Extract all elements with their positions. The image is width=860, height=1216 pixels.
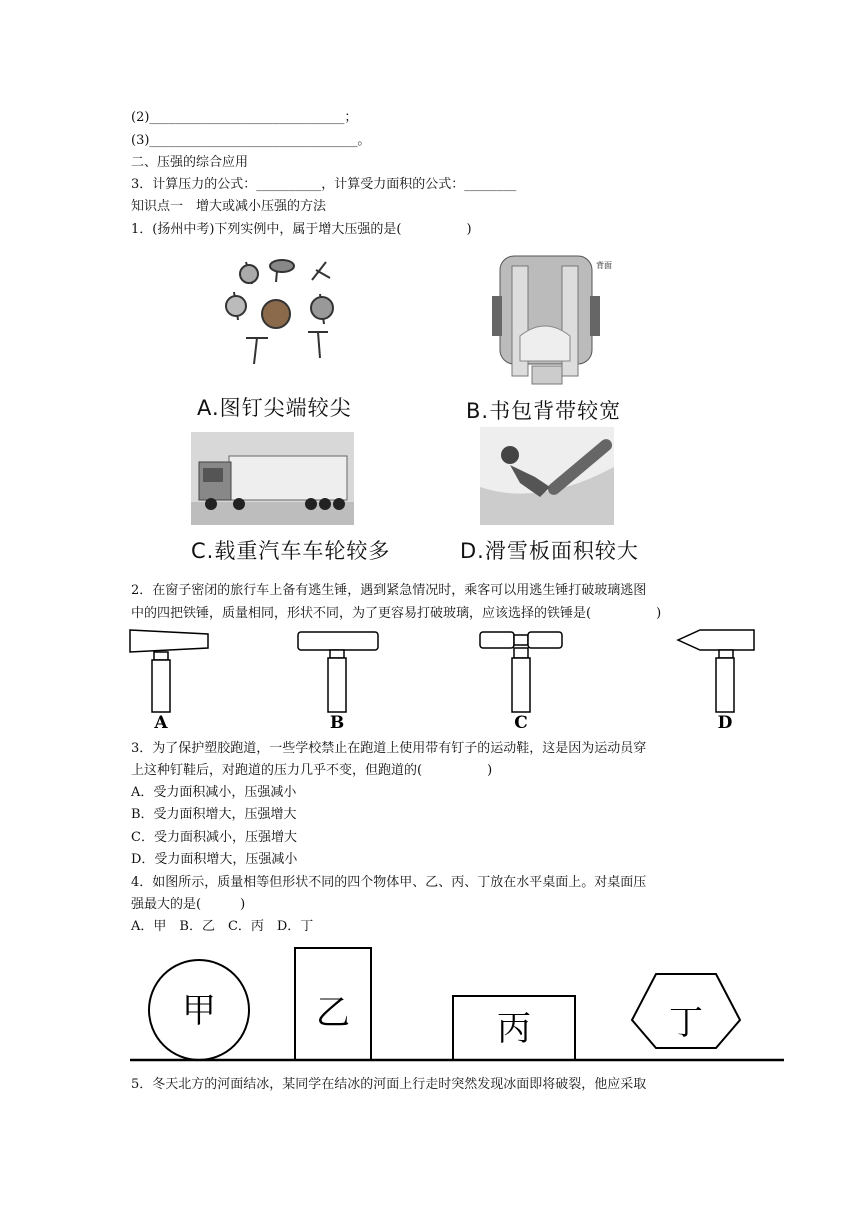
- section-heading: 二、压强的综合应用: [131, 155, 249, 170]
- hammer-label-a: A: [154, 713, 168, 732]
- question-4-line-2: 强最大的是( ): [131, 897, 246, 912]
- backpack-image: [490, 246, 605, 388]
- option-a-caption: A.图钉尖端较尖: [197, 396, 352, 420]
- question-4-options: A．甲 B．乙 C．丙 D．丁: [131, 919, 314, 934]
- question-4-line-1: 4．如图所示，质量相等但形状不同的四个物体甲、乙、丙、丁放在水平桌面上。对桌面压: [131, 875, 647, 890]
- question-2-line-1: 2．在窗子密闭的旅行车上备有逃生锤，遇到紧急情况时，乘客可以用逃生锤打破玻璃逃图: [131, 583, 647, 598]
- shape-label-jia: 甲: [182, 991, 216, 1031]
- question-5-line-1: 5．冬天北方的河面结冰，某同学在结冰的河面上行走时突然发现冰面即将破裂，他应采取: [131, 1077, 647, 1092]
- option-d-caption: D.滑雪板面积较大: [460, 539, 639, 563]
- option-c-caption: C.载重汽车车轮较多: [191, 539, 391, 563]
- question-3-line-1: 3．为了保护塑胶跑道，一些学校禁止在跑道上使用带有钉子的运动鞋，这是因为运动员穿: [131, 741, 647, 756]
- shape-label-ding: 丁: [669, 1003, 703, 1043]
- question-3-line-2: 上这种钉鞋后，对跑道的压力几乎不变，但跑道的( ): [131, 763, 493, 778]
- shapes-figure: [128, 944, 788, 1064]
- blank-line-3: (3)________________________________。: [131, 133, 371, 148]
- truck-image: [191, 432, 354, 525]
- blank-line-2: (2)______________________________；: [131, 110, 358, 125]
- option-b-caption: B.书包背带较宽: [466, 399, 622, 423]
- hammers-figure: [128, 626, 758, 732]
- hammer-label-c: C: [514, 713, 528, 732]
- knowledge-point-heading: 知识点一 增大或减小压强的方法: [131, 199, 327, 214]
- backpack-tag: 背面: [596, 261, 612, 270]
- formula-question: 3．计算压力的公式：__________，计算受力面积的公式：________: [131, 177, 517, 192]
- question-2-line-2: 中的四把铁锤，质量相同，形状不同，为了更容易打破玻璃，应该选择的铁锤是( ): [131, 606, 662, 621]
- question-3-option-d: D．受力面积增大，压强减小: [131, 852, 298, 867]
- snowboard-image: [480, 427, 614, 525]
- thumbtacks-image: [216, 252, 351, 367]
- hammer-label-b: B: [329, 713, 345, 732]
- question-1: 1．(扬州中考)下列实例中，属于增大压强的是( ): [131, 222, 472, 237]
- hammer-label-d: D: [717, 713, 733, 732]
- question-3-option-c: C．受力面积减小，压强增大: [131, 830, 297, 845]
- question-3-option-b: B．受力面积增大，压强增大: [131, 807, 297, 822]
- shape-label-yi: 乙: [316, 993, 350, 1033]
- shape-label-bing: 丙: [497, 1009, 531, 1049]
- question-3-option-a: A．受力面积减小，压强减小: [131, 785, 297, 800]
